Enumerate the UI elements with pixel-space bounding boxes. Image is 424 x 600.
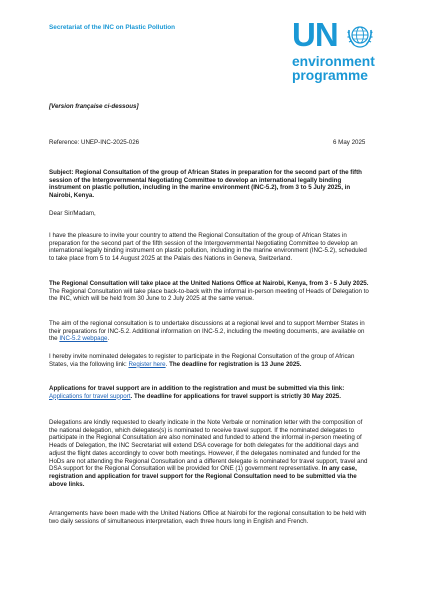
subject-line: Subject: Regional Consultation of the group of African States in preparation for the second part of the fifth session of the Intergovernmental Negotiating Committee to develop an international legally binding instrument on plastic pollution, including in the marine environment (INC-5.2), from 3 to 5 July 2025, in Nairobi, Kenya. [49,169,362,200]
venue-text: The Regional Consultation will take place back-to-back with the informal in-person meeting of Heads of Delegation to the INC, which will be held from 30 June to 2 July 2025 at the same venue. [49,287,369,303]
unep-logo [287,18,391,86]
paragraph-venue [49,280,371,303]
paragraph-registration [49,353,371,368]
logo-un-text: UN [292,16,338,53]
letter-date: 6 May 2025 [333,139,366,146]
registration-text: I hereby invite nominated delegates to register to participate in the Regional Consultation of the group of African States, via the following link: [49,353,355,368]
travel-support-link[interactable]: Applications for travel support [49,392,131,400]
registration-deadline: The deadline for registration is 13 June 2025. [169,360,302,368]
aim-end: . [107,335,110,343]
un-globe-laurel-icon [345,21,375,51]
aim-text: The aim of the regional consultation is to undertake discussions at a regional level and to support Member States in their preparations for INC-5.2. Additional information on INC-5.2, including the meeting documents, are available on the [49,320,365,343]
reference-number: Reference: UNEP-INC-2025-026 [49,139,140,146]
registration-sep: . [165,360,170,368]
delegations-bold-text: In any case, registration and application for travel support for the Regional Consultation need to be submitted via the above links. [49,465,357,488]
salutation: Dear Sir/Madam, [49,210,96,217]
paragraph-arrangements: Arrangements have been made with the United Nations Office at Nairobi for the regional consultation to be held with two daily sessions of simultaneous interpretation, each three hours long in English and French. [49,510,367,525]
travel-support-deadline: . The deadline for applications for travel support is strictly 30 May 2025. [130,392,341,400]
secretariat-header: Secretariat of the INC on Plastic Pollution [49,24,176,31]
travel-support-text: Applications for travel support are in addition to the registration and must be submitted via this link: [49,385,345,392]
logo-programme-text: programme [292,68,368,83]
logo-environment-text: environment [292,54,375,69]
delegations-text: Delegations are kindly requested to clearly indicate in the Note Verbale or nomination letter with the composition of the national delegation, which delegates(s) is nominated to receive travel support. If the nominated delegates to participate in the Regional Consultation are also nominated and funded to attend the informal in-person meeting of Heads of Delegation, the INC Secretariat will extend DSA coverage for both delegates for the additional days and adjust the flight dates accordingly to cover both meetings. However, if the delegates nominated and funded for the HoDs are not attending the Regional Consultation and a different delegate is nominated for travel support, travel and DSA support for the Regional Consultation will be provided for ONE (1) government representative. [49,419,368,473]
version-note: [Version française ci-dessous] [49,103,139,110]
venue-bold-text: The Regional Consultation will take place at the United Nations Office at Nairobi, Kenya, from 3 - 5 July 2025. [49,280,369,287]
register-here-link[interactable]: Register here [128,360,166,368]
paragraph-travel-support [49,385,371,400]
paragraph-delegations [49,419,371,488]
paragraph-aim [49,320,371,343]
inc-webpage-link[interactable]: INC-5.2 webpage [59,335,108,343]
paragraph-invitation: I have the pleasure to invite your country to attend the Regional Consultation of the group of African States in preparation for the second part of the fifth session of the Intergovernmental Negotiating Committee to develop an international legally binding instrument on plastic pollution, including in the marine environment (INC-5.2), scheduled to take place from 5 to 14 August 2025 at the Palais des Nations in Geneva, Switzerland. [49,232,367,263]
